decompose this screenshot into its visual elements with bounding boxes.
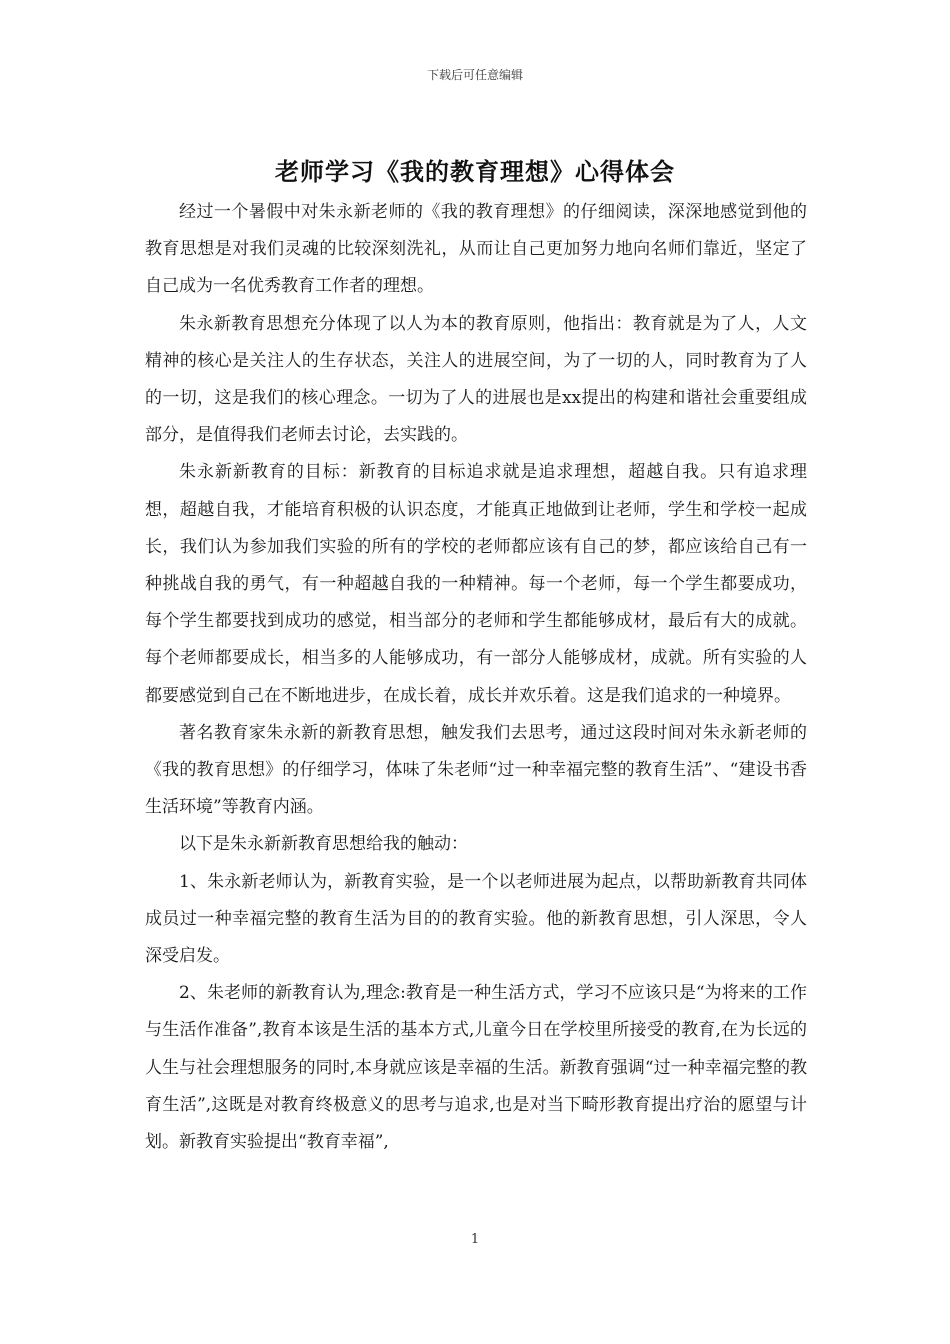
- paragraph: 2、朱老师的新教育认为,理念:教育是一种生活方式，学习不应该只是“为将来的工作与生活作准备”,教育本该是生活的基本方式,儿童今日在学校里所接受的教育,在为长远的人生与社会理想服务的同时,本身就应该是幸福的生活。新教育强调“过一种幸福完整的教育生活”,这既是对教育终极意义的思考与追求,也是对当下畸形教育提出疗治的愿望与计划。新教育实验提出“教育幸福”,: [145, 983, 807, 1153]
- paragraph: 以下是朱永新新教育思想给我的触动：: [179, 834, 468, 855]
- document-body: [145, 194, 807, 1161]
- paragraph: 经过一个暑假中对朱永新老师的《我的教育理想》的仔细阅读，深深地感觉到他的教育思想是对我们灵魂的比较深刻洗礼，从而让自己更加努力地向名师们靠近，坚定了自己成为一名优秀教育工作者的理想。: [145, 202, 807, 297]
- paragraph: 著名教育家朱永新的新教育思想，触发我们去思考，通过这段时间对朱永新老师的《我的教育思想》的仔细学习，体味了朱老师“过一种幸福完整的教育生活”、“建设书香生活环境”等教育内涵。: [145, 722, 807, 818]
- page-number: 1: [470, 1232, 480, 1247]
- page-header: 下载后可任意编辑: [426, 68, 523, 82]
- document-title: 老师学习《我的教育理想》心得体会: [275, 158, 675, 186]
- paragraph: 1、朱永新老师认为，新教育实验，是一个以老师进展为起点，以帮助新教育共同体成员过一种幸福完整的教育生活为目的的教育实验。他的新教育思想，引人深思，令人深受启发。: [145, 871, 807, 967]
- paragraph: 朱永新新教育的目标：新教育的目标追求就是追求理想，超越自我。只有追求理想，超越自我，才能培育积极的认识态度，才能真正地做到让老师，学生和学校一起成长，我们认为参加我们实验的所有的学校的老师都应该有自己的梦，都应该给自己有一种挑战自我的勇气，有一种超越自我的一种精神。每一个老师，每一个学生都要成功，每个学生都要找到成功的感觉，相当部分的老师和学生都能够成材，最后有大的成就。每个老师都要成长，相当多的人能够成功，有一部分人能够成材，成就。所有实验的人都要感觉到自己在不断地进步，在成长着，成长并欢乐着。这是我们追求的一种境界。: [145, 462, 807, 706]
- paragraph: 朱永新教育思想充分体现了以人为本的教育原则，他指出：教育就是为了人，人文精神的核心是关注人的生存状态，关注人的进展空间，为了一切的人，同时教育为了人的一切，这是我们的核心理念。一切为了人的进展也是xx提出的构建和谐社会重要组成部分，是值得我们老师去讨论，去实践的。: [145, 313, 807, 446]
